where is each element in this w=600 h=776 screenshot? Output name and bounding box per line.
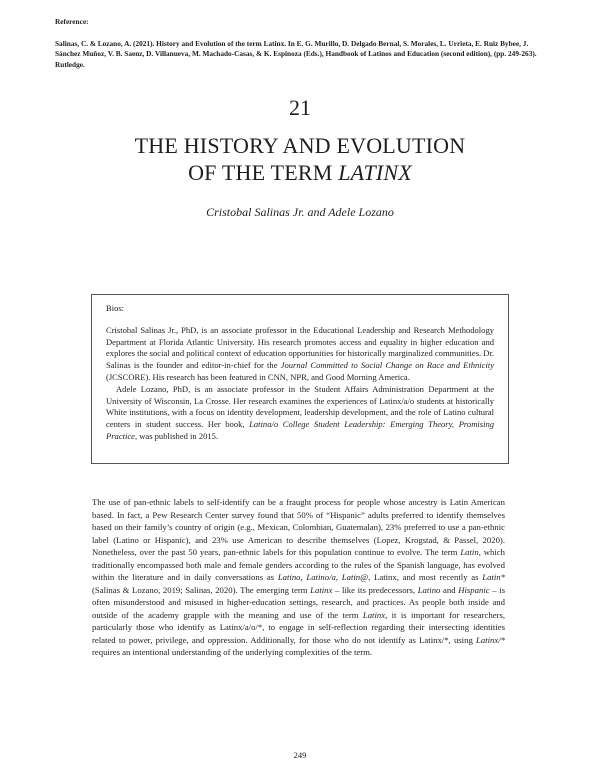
bio-lozano-text-2: , was published in 2015. [134,430,219,441]
chapter-number: 21 [289,95,311,120]
chapter-title-line2-italic: LATINX [338,160,412,185]
body-italic-4: Latinx [310,584,333,595]
chapter-title-line2-prefix: OF THE TERM [188,160,339,185]
bio-salinas-text-2: (JCSCORE). His research has been featured in CNN, NPR, and Good Morning America. [106,371,410,382]
chapter-title-line2 [0,159,600,186]
chapter-title [0,132,600,186]
bio-lozano-book: Latina/o College Student Leadership: Emerging Theory, Promising Practice [106,419,494,441]
bios-label: Bios: [106,303,125,313]
body-text-1: The use of pan-ethnic labels to self-identify can be a fraught process for people whose ancestry is Latin American based. In fact, a Pew Research Center survey found that 50% of “Hispanic” adults preferred to identify themselves based on their family’s country of origin (e.g., Mexican, Colombian, Guatemalan), 23% preferred to use a pan-ethnic label (Latino or Hispanic), and 23% use American to describe themselves (Lopez, Krogstad, & Passel, 2020). Nonetheless, over the past 50 years, pan-ethnic labels for this population continue to evolve. The term [92,497,505,557]
bio-salinas-text-1: Cristobal Salinas Jr., PhD, is an associate professor in the Educational Leadership and Research Methodology Department at Florida Atlantic University. His research promotes access and equality in higher education and explores the social and political context of education opportunities for historically marginalized communities. Dr. Salinas is the founder and editor-in-chief for the [106,324,494,371]
reference-citation: Salinas, C. & Lozano, A. (2021). History and Evolution of the term Latinx. In E. G. Murillo, D. Delgado Bernal, S. Morales, L. Urrieta, E. Ruiz Bybee, J. Sánchez Muñoz, V. B. Saenz, D. Villanueva, M. Machado-Casas, & K. Espinoza (Eds.), Handbook of Latinos and Education (second edition), (pp. 249-263). Rutledge. [55,38,537,69]
body-paragraph [92,496,505,659]
page-number: 249 [293,750,307,760]
body-text-8: it is important for researchers, particularly those who identify as Latinx/a/o/*, to engage in self-reflection regarding their intersecting identities related to power, privilege, and oppression. Additionally, for those who do not identify as Latinx/*, using [92,609,505,645]
bio-lozano-text-1: Adele Lozano, PhD, is an associate professor in the Student Affairs Administration Department at the University of Wisconsin, La Crosse. Her research examines the experiences of Latinx/a/o students at historically White institutions, with a focus on identity development, leadership development, and the role of Latino cultural centers in student success. Her book, [106,383,494,430]
chapter-title-line1: THE HISTORY AND EVOLUTION [134,133,466,158]
body-text-5: – like its predecessors, [332,584,418,595]
body-text-7: – is often misunderstood and misused in higher-education settings, research, and practices. As people both inside and outside of the academy grapple with the meaning and use of the term [92,584,506,620]
body-italic-6: Hispanic [458,584,490,595]
body-text-4: (Salinas & Lozano, 2019; Salinas, 2020). The emerging term [92,584,311,595]
body-text-3: Latinx, and most recently as [370,572,483,582]
body-italic-1: Latin [460,547,479,557]
body-text-6: and [440,584,459,595]
reference-block [55,17,555,70]
body-italic-7: Latinx, [362,609,388,620]
bio-lozano [106,384,494,443]
bio-salinas-journal: Journal Committed to Social Change on Race and Ethnicity [280,360,494,371]
author-byline: Cristobal Salinas Jr. and Adele Lozano [206,205,394,219]
bio-salinas [106,325,494,384]
body-text-2: , which traditionally encompassed both male and female genders according to the rules of the Spanish language, has evolved within the literature and in daily conversations as [92,547,506,582]
body-italic-2: Latino, Latino/a, Latin@, [277,572,371,582]
body-text-9: requires an intentional understanding of the underlying complexities of the term. [92,647,373,657]
body-italic-3: Latin* [482,572,505,582]
reference-label: Reference: [55,17,89,26]
bios-box [91,294,509,464]
body-italic-8: Latinx/* [476,634,505,645]
body-italic-5: Latino [417,584,441,595]
